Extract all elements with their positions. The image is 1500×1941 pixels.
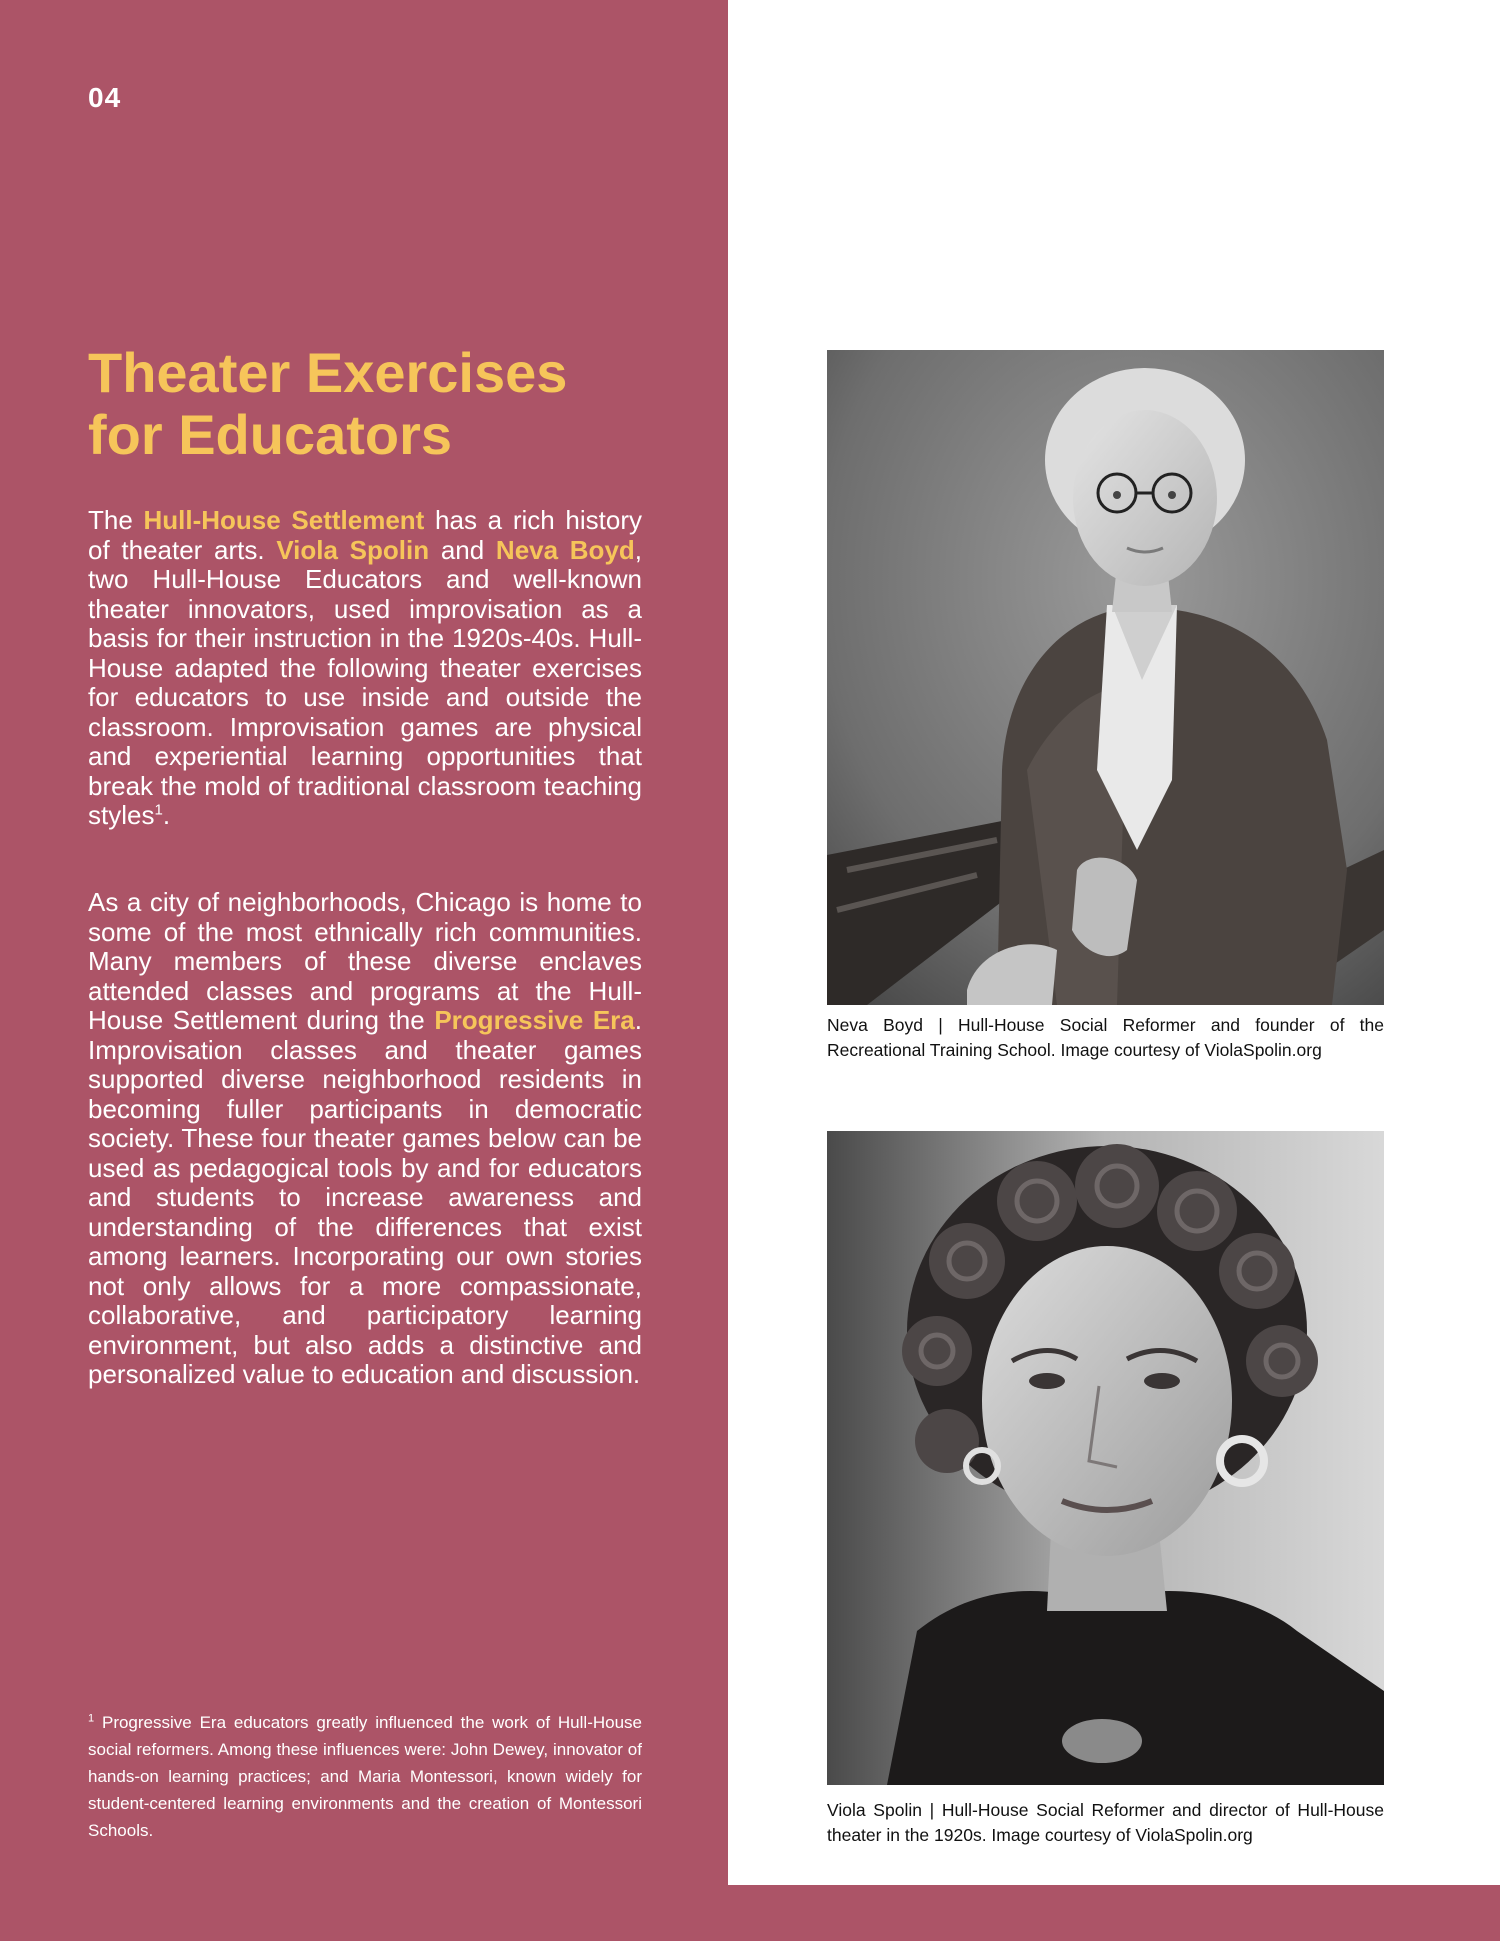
page-title	[88, 342, 688, 466]
footnote	[88, 1709, 642, 1844]
page-number: 04	[88, 82, 122, 113]
footnote-marker: 1	[154, 801, 163, 819]
neva-boyd-photo	[827, 350, 1384, 1005]
bottom-color-strip	[0, 1885, 1500, 1941]
hull-house-settlement-term: Hull-House Settlement	[143, 505, 425, 535]
neva-boyd-caption: Neva Boyd | Hull-House Social Reformer and founder of the Recreational Training School. Image courtesy of ViolaSpolin.org	[827, 1015, 1384, 1060]
chicago-paragraph: As a city of neighborhoods, Chicago is home to some of the most ethnically rich communities. Many members of these diverse enclaves attended classes and programs at the Hull-House Settlement during the Progressive Era. Improvisation classes and theater games supported diverse neighborhood residents in becoming fuller participants in democratic society. These four theater games below can be used as pedagogical tools by and for educators and students to increase awareness and understanding of the differences that exist among learners. Incorporating our own stories not only allows for a more compassionate, collaborative, and participatory learning environment, but also adds a distinctive and personalized value to education and discussion.	[88, 887, 642, 1389]
viola-spolin-caption: Viola Spolin | Hull-House Social Reformer and director of Hull-House theater in the 1920s. Image courtesy of ViolaSpolin.org	[827, 1800, 1384, 1845]
viola-spolin-photo	[827, 1131, 1384, 1785]
progressive-era-term: Progressive Era	[434, 1005, 635, 1035]
viola-spolin-term: Viola Spolin	[276, 534, 430, 565]
neva-boyd-term: Neva Boyd	[495, 534, 635, 565]
title-line-2: for Educators	[88, 403, 453, 466]
footnote-number: 1	[88, 1712, 95, 1725]
intro-paragraph: The Hull-House Settlement has a rich history of theater arts. Viola Spolin and Neva Boyd, two Hull-House Educators and well-known theater innovators, used improvisation as a basis for their instruction in the 1920s-40s. Hull-House adapted the following theater exercises for educators to use inside and outside the classroom. Improvisation games are physical and experiential learning opportunities that break the mold of traditional classroom teaching styles$^1$.	[88, 505, 643, 830]
title-line-1: Theater Exercises	[88, 341, 568, 404]
footnote-text: Progressive Era educators greatly influenced the work of Hull-House social reformers. Among these influences were: John Dewey, innovator of hands-on learning practices; and Maria Montessori, known widely for student-centered learning environments and the creation of Montessori Schools.	[88, 1713, 642, 1840]
